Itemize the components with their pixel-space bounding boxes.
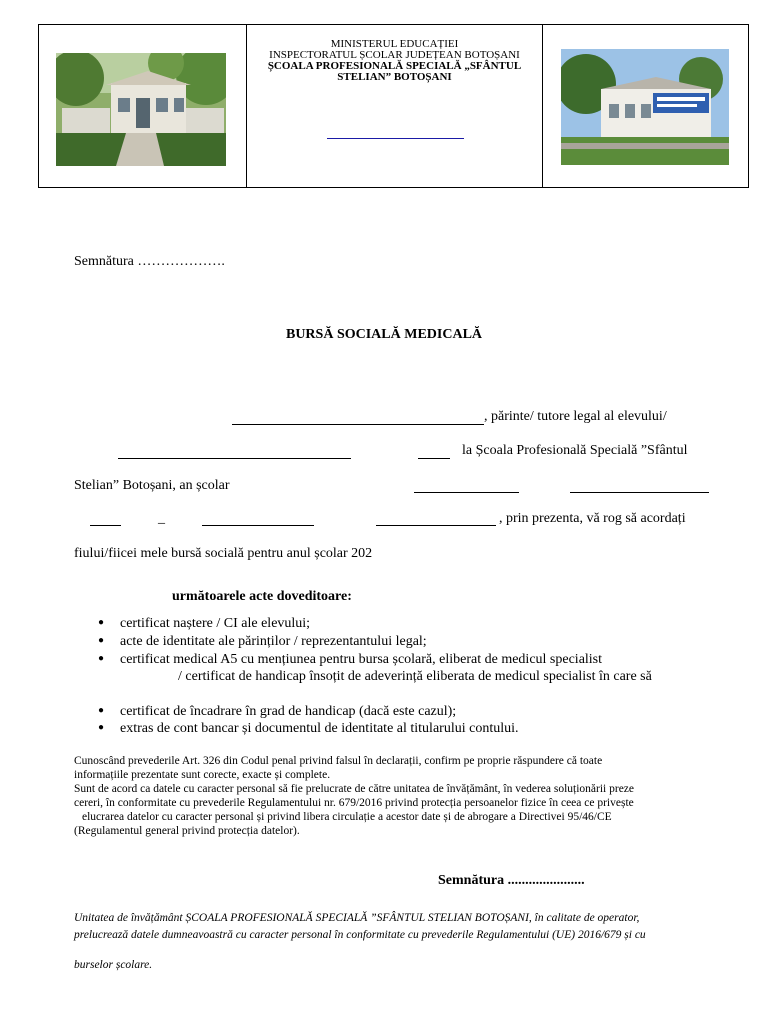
institution-block bbox=[247, 39, 542, 83]
school-building-photo-right bbox=[561, 49, 729, 165]
school-building-photo-left bbox=[56, 53, 226, 166]
form-line3-text: Stelian” Botoșani, an școlar bbox=[74, 478, 230, 493]
gdpr-notice-line: Unitatea de învățământ ȘCOALA PROFESIONALĂ SPECIALĂ ”SFÂNTUL STELIAN BOTOȘANI, în calitate de operator, bbox=[74, 912, 640, 924]
school-year-start-field[interactable] bbox=[414, 492, 519, 493]
gdpr-notice-line: prelucrează datele dumneavoastră cu caracter personal în conformitate cu prevederile Regulamentului (UE) 2016/679 și cu bbox=[74, 929, 646, 941]
declaration-line: informațiile prezentate sunt corecte, exacte și complete. bbox=[74, 769, 331, 781]
letterhead-table bbox=[38, 24, 749, 188]
form-line2-text: la Școala Profesională Specială ”Sfântul bbox=[462, 443, 688, 458]
doc-item: acte de identitate ale părinților / reprezentantului legal; bbox=[120, 634, 427, 649]
letterhead-left-cell bbox=[39, 25, 247, 187]
class-field[interactable] bbox=[418, 458, 450, 459]
letterhead-center-cell bbox=[247, 25, 543, 187]
school-name-line2: STELIAN” BOTOȘANI bbox=[337, 71, 452, 83]
form-line1-text: , părinte/ tutore legal al elevului/ bbox=[484, 409, 667, 424]
documents-heading: următoarele acte doveditoare: bbox=[172, 589, 352, 604]
bullet-icon: ● bbox=[98, 617, 105, 628]
document-title: BURSĂ SOCIALĂ MEDICALĂ bbox=[285, 327, 483, 342]
doc-item: certificat naștere / CI ale elevului; bbox=[120, 616, 311, 631]
school-year-end-field[interactable] bbox=[570, 492, 709, 493]
letterhead-right-cell bbox=[543, 25, 748, 187]
declaration-line: cereri, în conformitate cu prevederile Regulamentului nr. 679/2016 privind protecția persoanelor fizice în ceea ce privește bbox=[74, 797, 634, 809]
parent-name-field[interactable] bbox=[232, 424, 484, 425]
student-name-field[interactable] bbox=[118, 458, 351, 459]
declaration-line: Sunt de acord ca datele cu caracter personal să fie prelucrate de către unitatea de învățământ, în vederea soluționării preze bbox=[74, 783, 635, 795]
bullet-icon: ● bbox=[98, 653, 105, 664]
doc-item: certificat de încadrare în grad de handicap (dacă este cazul); bbox=[120, 704, 457, 719]
gdpr-notice-line: burselor școlare. bbox=[74, 959, 153, 971]
date-field[interactable] bbox=[202, 525, 314, 526]
ministry-name: MINISTERUL EDUCAȚIEI bbox=[330, 38, 459, 50]
doc-item: certificat medical A5 cu mențiunea pentru bursa școlară, eliberat de medicul specialist bbox=[120, 652, 603, 667]
doc-item-continuation: / certificat de handicap însoțit de adeverință eliberata de medicul specialist în care să bbox=[178, 669, 652, 684]
declaration-line: elucrarea datelor cu caracter personal și privind libera circulație a acestor date și de abrogare a Directivei 95/46/CE bbox=[82, 811, 612, 823]
declaration-line: (Regulamentul general privind protecția datelor). bbox=[74, 825, 300, 837]
bullet-icon: ● bbox=[98, 635, 105, 646]
bullet-icon: ● bbox=[98, 705, 105, 716]
school-name-line1: ȘCOALA PROFESIONALĂ SPECIALĂ „SFÂNTUL bbox=[267, 60, 522, 72]
form-dash: _ bbox=[158, 511, 165, 526]
declaration-line: Cunoscând prevederile Art. 326 din Codul penal privind falsul în declarații, confirm pe proprie răspundere că toate bbox=[74, 755, 603, 767]
form-line4-text: , prin prezenta, vă rog să acordați bbox=[499, 511, 686, 526]
bullet-icon: ● bbox=[98, 722, 105, 733]
phone-field[interactable] bbox=[376, 525, 496, 526]
signature-top: Semnătura ………………. bbox=[74, 254, 225, 269]
form-line5-text: fiului/fiicei mele bursă socială pentru anul școlar 202 bbox=[74, 546, 373, 561]
inspectorate-name: INSPECTORATUL ȘCOLAR JUDEȚEAN BOTOȘANI bbox=[269, 49, 520, 61]
day-field[interactable] bbox=[90, 525, 121, 526]
signature-bottom: Semnătura ...................... bbox=[438, 873, 585, 888]
header-link-underline bbox=[327, 138, 464, 139]
doc-item: extras de cont bancar și documentul de identitate al titularului contului. bbox=[120, 721, 519, 736]
